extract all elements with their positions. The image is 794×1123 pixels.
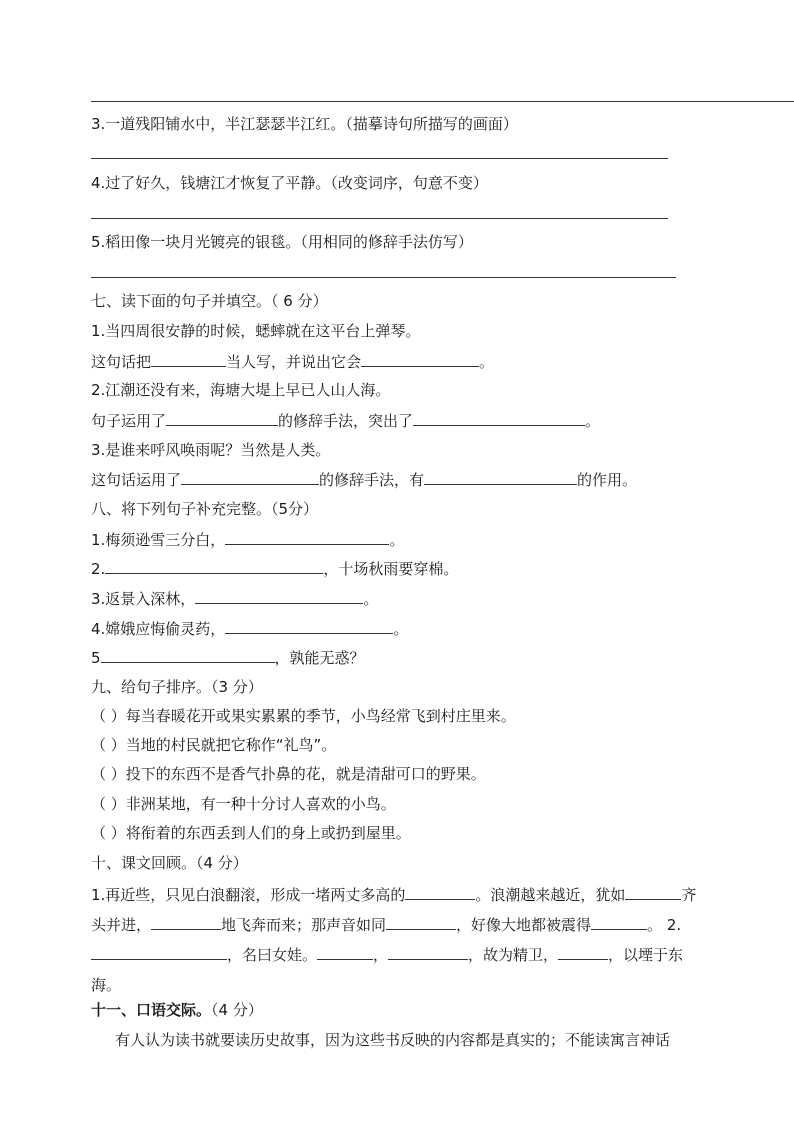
section-7-fill-2	[91, 410, 600, 431]
sort-item: （ ）投下的东西不是香气扑鼻的花，就是清甜可口的野果。	[91, 765, 486, 783]
fill-blank[interactable]	[625, 884, 681, 900]
section-7-sentence-2: 2.江潮还没有来，海塘大堤上早已人山人海。	[91, 381, 391, 399]
section-7-fill-3	[91, 469, 637, 490]
section-11-text: 有人认为读书就要读历史故事，因为这些书反映的内容都是真实的；不能读寓言神话	[115, 1031, 671, 1049]
fill-blank[interactable]	[386, 914, 456, 930]
fill-blank[interactable]	[105, 558, 323, 574]
fill-text: 。	[389, 531, 405, 549]
section-7-fill-1	[91, 351, 494, 372]
fill-text: ，	[373, 946, 389, 964]
fill-blank[interactable]	[424, 469, 577, 485]
fill-blank[interactable]	[166, 410, 278, 426]
fill-text: 当人写，并说出它会	[226, 353, 362, 371]
sort-item: （ ）非洲某地，有一种十分讨人喜欢的小鸟。	[91, 795, 396, 813]
fill-blank[interactable]	[317, 944, 373, 960]
section-8-q4	[91, 618, 408, 639]
section-8-title: 八、将下列句子补充完整。（5分）	[91, 500, 319, 518]
fill-blank[interactable]	[225, 618, 393, 634]
sort-item: （ ）每当春暖花开或果实累累的季节，小鸟经常飞到村庄里来。	[91, 707, 516, 725]
fill-blank[interactable]	[91, 944, 227, 960]
fill-text: ，十场秋雨要穿棉。	[323, 560, 459, 578]
fill-text: 句子运用了	[91, 412, 167, 430]
fill-text: 齐	[681, 886, 697, 904]
fill-text: 。	[585, 412, 601, 430]
fill-text: 。 2.	[647, 916, 682, 934]
fill-text: ，孰能无惑？	[274, 649, 365, 667]
fill-text: 4.嫦娥应悔偷灵药，	[91, 620, 226, 638]
fill-text: 1.梅须逊雪三分白，	[91, 531, 226, 549]
fill-text: 5	[91, 649, 101, 667]
fill-blank[interactable]	[558, 944, 608, 960]
fill-text: 这句话把	[91, 353, 152, 371]
fill-text: 海。	[91, 976, 122, 994]
fill-text: ，好像大地都被震得	[456, 916, 592, 934]
fill-blank[interactable]	[181, 469, 319, 485]
fill-text: 的修辞手法，突出了	[278, 412, 414, 430]
section-8-q5	[91, 647, 365, 668]
fill-blank[interactable]	[388, 944, 468, 960]
fill-text: 2.	[91, 560, 106, 578]
fill-blank[interactable]	[195, 588, 363, 604]
section-7-sentence-1: 1.当四周很安静的时候，蟋蟀就在这平台上弹琴。	[91, 322, 421, 340]
answer-line	[91, 218, 668, 219]
section-11-title	[91, 1000, 263, 1020]
fill-text: 。	[393, 620, 409, 638]
fill-text: 3.返景入深林，	[91, 590, 196, 608]
fill-blank[interactable]	[591, 914, 647, 930]
fill-text: 。浪潮越来越近，犹如	[475, 886, 626, 904]
section-8-q3	[91, 588, 378, 609]
fill-blank[interactable]	[413, 410, 585, 426]
section-7-sentence-3: 3.是谁来呼风唤雨呢？当然是人类。	[91, 441, 331, 459]
answer-line	[91, 158, 668, 159]
fill-text: 这句话运用了	[91, 471, 182, 489]
section-11-points: （4 分）	[211, 1001, 263, 1019]
fill-blank[interactable]	[151, 351, 226, 367]
section-10-title: 十、课文回顾。（4 分）	[91, 854, 248, 872]
fill-blank[interactable]	[361, 351, 479, 367]
fill-blank[interactable]	[225, 529, 389, 545]
fill-blank[interactable]	[151, 914, 221, 930]
fill-text: 的修辞手法，有	[319, 471, 425, 489]
fill-text: 。	[479, 353, 495, 371]
answer-line	[91, 101, 794, 102]
fill-text: ，以堙于东	[608, 946, 684, 964]
fill-text: 。	[363, 590, 379, 608]
section-7-title: 七、读下面的句子并填空。（ 6 分）	[91, 292, 328, 310]
fill-text: 头并进，	[91, 916, 152, 934]
fill-blank[interactable]	[101, 647, 275, 663]
section-9-title: 九、给句子排序。（3 分）	[91, 678, 263, 696]
fill-text: 的作用。	[577, 471, 638, 489]
fill-blank[interactable]	[405, 884, 475, 900]
question-6-3: 3.一道残阳铺水中，半江瑟瑟半江红。（描摹诗句所描写的画面）	[91, 115, 518, 133]
section-11-heading: 十一、口语交际。	[91, 1001, 212, 1019]
fill-text: 1.再近些，只见白浪翻滚，形成一堵两丈多高的	[91, 886, 406, 904]
fill-text: ，名曰女娃。	[227, 946, 318, 964]
question-6-5: 5.稻田像一块月光镀亮的银毯。（用相同的修辞手法仿写）	[91, 233, 473, 251]
section-10-review-text	[91, 880, 705, 1000]
answer-line	[91, 277, 676, 278]
fill-text: ，故为精卫，	[468, 946, 559, 964]
section-8-q2	[91, 558, 458, 579]
fill-text: 地飞奔而来；那声音如同	[221, 916, 387, 934]
question-6-4: 4.过了好久，钱塘江才恢复了平静。（改变词序，句意不变）	[91, 174, 488, 192]
sort-item: （ ）当地的村民就把它称作“礼鸟”。	[91, 736, 337, 754]
section-8-q1	[91, 529, 404, 550]
sort-item: （ ）将衔着的东西丢到人们的身上或扔到屋里。	[91, 824, 411, 842]
